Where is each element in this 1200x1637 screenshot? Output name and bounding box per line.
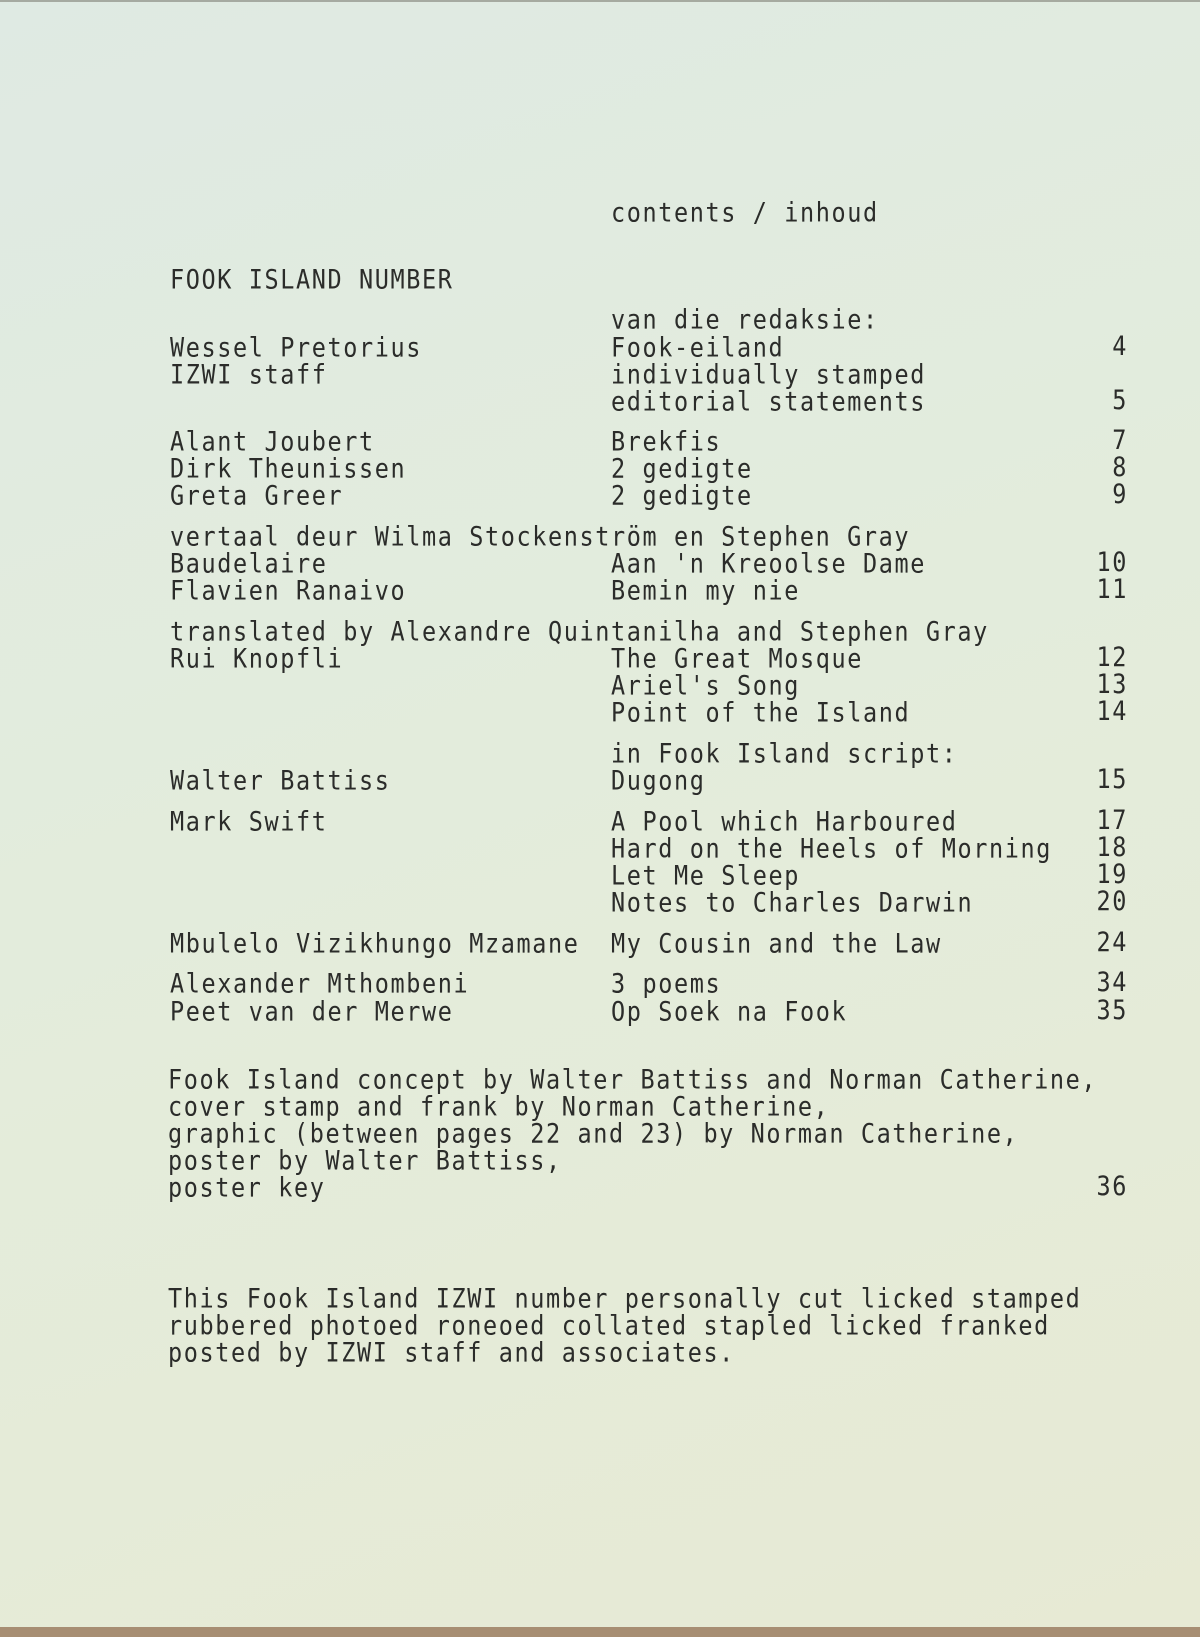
entry-author: IZWI staff: [170, 359, 328, 391]
entry-author: Mbulelo Vizikhungo Mzamane: [170, 928, 580, 960]
colophon-line: rubbered photoed roneoed collated stapled licked franked: [168, 1310, 1050, 1342]
entry-author: Dirk Theunissen: [170, 453, 407, 485]
entry-title: The Great Mosque: [611, 643, 863, 675]
entry-author: Peet van der Merwe: [170, 996, 454, 1028]
credit-line: poster key: [168, 1172, 326, 1204]
entry-page-number: 11: [1096, 573, 1128, 605]
entry-title: van die redaksie:: [611, 304, 879, 336]
entry-page-number: 4: [1112, 330, 1128, 362]
entry-author: Alant Joubert: [170, 426, 375, 458]
credit-line: poster by Walter Battiss,: [168, 1145, 562, 1177]
entry-author: Rui Knopfli: [170, 643, 344, 675]
entry-title: Point of the Island: [611, 697, 911, 729]
entry-title: Notes to Charles Darwin: [611, 887, 974, 919]
credit-line: Fook Island concept by Walter Battiss and Norman Catherine,: [168, 1064, 1098, 1096]
entry-title: 2 gedigte: [611, 453, 753, 485]
entry-title: 2 gedigte: [611, 480, 753, 512]
page-bottom-edge: [0, 1627, 1200, 1637]
entry-title: 3 poems: [611, 968, 722, 1000]
entry-title: Brekfis: [611, 426, 722, 458]
contents-heading: contents / inhoud: [611, 197, 879, 229]
entry-page-number: 24: [1096, 926, 1128, 958]
entry-page-number: 20: [1096, 885, 1128, 917]
entry-title: Fook-eiland: [611, 332, 785, 364]
colophon-line: This Fook Island IZWI number personally cut licked stamped: [168, 1283, 1082, 1315]
entry-title: Ariel's Song: [611, 670, 800, 702]
entry-page-number: 35: [1096, 994, 1128, 1026]
entry-author: Wessel Pretorius: [170, 332, 422, 364]
entry-page-number: 14: [1096, 695, 1128, 727]
credit-line: graphic (between pages 22 and 23) by Norman Catherine,: [168, 1118, 1019, 1150]
entry-author: Baudelaire: [170, 548, 328, 580]
entry-title: My Cousin and the Law: [611, 928, 942, 960]
entry-page-number: 17: [1096, 804, 1128, 836]
entry-author: Flavien Ranaivo: [170, 575, 407, 607]
entry-title: Op Soek na Fook: [611, 996, 848, 1028]
entry-page-number: 13: [1096, 668, 1128, 700]
colophon-line: posted by IZWI staff and associates.: [168, 1337, 735, 1369]
entry-page-number: 15: [1096, 763, 1128, 795]
entry-author: vertaal deur Wilma Stockenström en Stephen Gray: [170, 521, 911, 553]
entry-title: Hard on the Heels of Morning: [611, 833, 1052, 865]
entry-page-number: 8: [1112, 451, 1128, 483]
entry-author: translated by Alexandre Quintanilha and Stephen Gray: [170, 616, 989, 648]
entry-author: Walter Battiss: [170, 765, 391, 797]
entry-title: Let Me Sleep: [611, 860, 800, 892]
entry-author: Alexander Mthombeni: [170, 968, 470, 1000]
credit-line: cover stamp and frank by Norman Catherine,: [168, 1091, 830, 1123]
entry-page-number: 5: [1112, 384, 1128, 416]
entry-author: Mark Swift: [170, 806, 328, 838]
entry-title: editorial statements: [611, 386, 926, 418]
entry-title: in Fook Island script:: [611, 738, 958, 770]
entry-page-number: 18: [1096, 831, 1128, 863]
entry-title: individually stamped: [611, 359, 926, 391]
entry-page-number: 7: [1112, 424, 1128, 456]
entry-title: Aan 'n Kreoolse Dame: [611, 548, 926, 580]
entry-title: A Pool which Harboured: [611, 806, 958, 838]
entry-page-number: 19: [1096, 858, 1128, 890]
entry-page-number: 12: [1096, 641, 1128, 673]
entry-page-number: 9: [1112, 478, 1128, 510]
entry-page-number: 34: [1096, 966, 1128, 998]
entry-title: Bemin my nie: [611, 575, 800, 607]
entry-title: Dugong: [611, 765, 706, 797]
credit-page-number: 36: [1096, 1170, 1128, 1202]
issue-title: FOOK ISLAND NUMBER: [170, 264, 454, 296]
page-top-edge: [0, 0, 1200, 2]
entry-page-number: 10: [1096, 546, 1128, 578]
entry-author: Greta Greer: [170, 480, 344, 512]
